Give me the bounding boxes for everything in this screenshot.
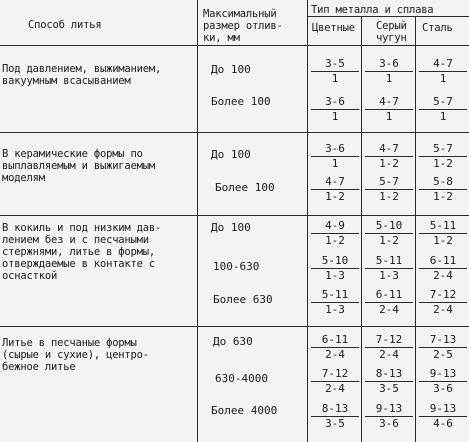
column-rule-3 bbox=[361, 16, 362, 442]
group-rule-2 bbox=[0, 215, 469, 216]
size-label: 100-630 bbox=[213, 260, 260, 273]
fraction-cell: 5-10 1-2 bbox=[363, 220, 415, 247]
column-rule-2 bbox=[307, 0, 308, 442]
group-rule-1 bbox=[0, 132, 469, 133]
header-method: Способ литья bbox=[28, 19, 102, 31]
header-metal-steel: Сталь bbox=[422, 22, 453, 34]
fraction-cell: 7-12 2-4 bbox=[363, 334, 415, 361]
fraction-cell: 3-5 1 bbox=[309, 58, 361, 85]
fraction-cell: 5-10 1-3 bbox=[309, 255, 361, 282]
header-metal-grey-iron: Серый чугун bbox=[376, 20, 407, 44]
header-max-size: Максимальный размер отлив- ки, мм bbox=[203, 8, 283, 44]
fraction-cell: 7-12 2-4 bbox=[309, 368, 361, 395]
fraction-cell: 4-7 1 bbox=[417, 58, 469, 85]
method-label: В керамические формы по выплавляемым и выжигаемым моделям bbox=[2, 148, 156, 184]
size-label: Более 100 bbox=[211, 95, 271, 108]
fraction-cell: 4-7 1-2 bbox=[363, 143, 415, 170]
fraction-cell: 6-11 2-4 bbox=[363, 289, 415, 316]
size-label: Более 630 bbox=[213, 293, 273, 306]
fraction-cell: 9-13 3-6 bbox=[417, 368, 469, 395]
fraction-cell: 9-13 4-6 bbox=[417, 403, 469, 430]
size-label: Более 4000 bbox=[211, 404, 278, 417]
fraction-cell: 5-7 1-2 bbox=[417, 143, 469, 170]
fraction-cell: 5-8 1-2 bbox=[417, 176, 469, 203]
fraction-cell: 5-11 1-2 bbox=[417, 220, 469, 247]
method-label: Литье в песчаные формы (сырые и сухие), центро- бежное литье bbox=[2, 337, 149, 373]
fraction-cell: 8-13 3-5 bbox=[309, 403, 361, 430]
header-metal-nonferrous: Цветные bbox=[312, 22, 355, 34]
column-rule-1 bbox=[197, 0, 198, 442]
header-metal-rule bbox=[308, 16, 469, 17]
fraction-cell: 7-13 2-5 bbox=[417, 334, 469, 361]
fraction-cell: 7-12 2-4 bbox=[417, 289, 469, 316]
size-label: До 100 bbox=[211, 221, 251, 234]
fraction-cell: 9-13 3-6 bbox=[363, 403, 415, 430]
fraction-cell: 3-6 1 bbox=[309, 143, 361, 170]
fraction-cell: 5-7 1 bbox=[417, 96, 469, 123]
size-label: До 100 bbox=[211, 63, 251, 76]
group-rule-3 bbox=[0, 326, 469, 327]
header-bottom-rule bbox=[0, 45, 469, 46]
fraction-cell: 5-11 1-3 bbox=[363, 255, 415, 282]
fraction-cell: 6-11 2-4 bbox=[309, 334, 361, 361]
fraction-cell: 5-7 1-2 bbox=[363, 176, 415, 203]
header-metal-type: Тип металла и сплава bbox=[311, 4, 434, 16]
fraction-cell: 4-9 1-2 bbox=[309, 220, 361, 247]
fraction-cell: 4-7 1-2 bbox=[309, 176, 361, 203]
size-label: 630-4000 bbox=[215, 372, 268, 385]
column-rule-4 bbox=[415, 16, 416, 442]
fraction-cell: 6-11 2-4 bbox=[417, 255, 469, 282]
fraction-cell: 3-6 1 bbox=[363, 58, 415, 85]
method-label: В кокиль и под низким дав- лением без и с песчаными стержнями, литье в формы, отверждаемые в контакте с оснасткой bbox=[2, 222, 162, 282]
fraction-cell: 4-7 1 bbox=[363, 96, 415, 123]
size-label: До 100 bbox=[211, 148, 251, 161]
size-label: До 630 bbox=[213, 335, 253, 348]
fraction-cell: 3-6 1 bbox=[309, 96, 361, 123]
size-label: Более 100 bbox=[215, 181, 275, 194]
method-label: Под давлением, выжиманием, вакуумным всасыванием bbox=[2, 63, 162, 87]
fraction-cell: 5-11 1-3 bbox=[309, 289, 361, 316]
fraction-cell: 8-13 3-5 bbox=[363, 368, 415, 395]
